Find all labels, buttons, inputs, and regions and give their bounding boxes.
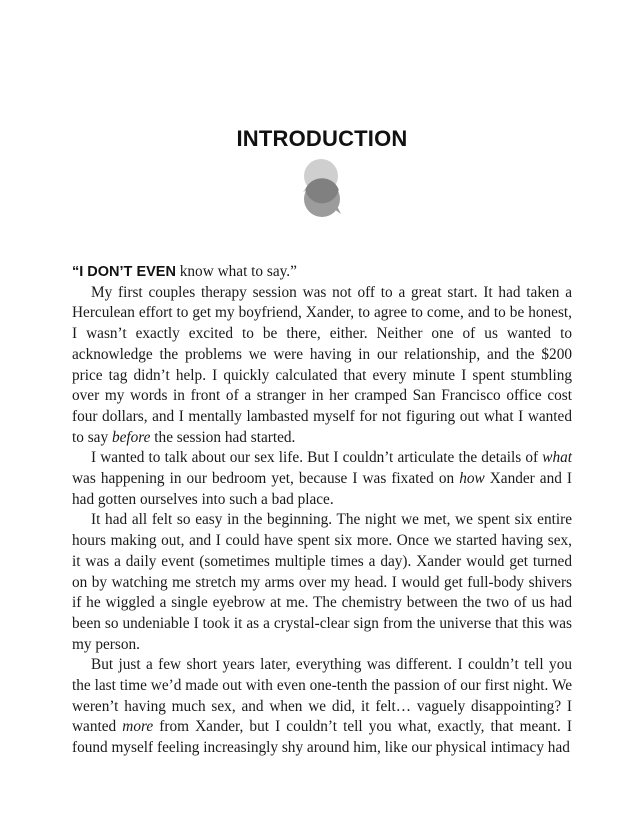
opening-paragraph bbox=[72, 262, 572, 283]
speech-bubbles-icon bbox=[298, 159, 346, 219]
emphasis: more bbox=[122, 718, 154, 736]
paragraph: But just a few short years later, everything was different. I couldn’t tell you the last time we’d made out with even one-tenth the passion of our first night. We weren’t having much sex, and when we did, it felt… vaguely disappointing? I wanted more from Xander, but I couldn’t tell you what, exactly, that meant. I found myself feeling increasingly shy around him, like our physical intimacy had bbox=[72, 656, 572, 757]
lead-in-text: “I DON’T EVEN bbox=[72, 264, 176, 280]
paragraph: My first couples therapy session was not off to a great start. It had taken a Herculean effort to get my boyfriend, Xander, to agree to come, and to be honest, I wasn’t exactly excited to be there, either. Neither one of us wanted to acknowledge the problems we were having in our relationship, and the $200 price tag didn’t help. I quickly calculated that every minute I spent stumbling over my words in front of a stranger in her cramped San Francisco office cost four dollars, and I mentally lambasted myself for not figuring out what I wanted to say before the session had started. bbox=[72, 283, 572, 446]
emphasis: what bbox=[542, 449, 572, 467]
chapter-body bbox=[72, 262, 572, 759]
paragraph: It had all felt so easy in the beginning. The night we met, we spent six entire hours making out, and I could have spent six more. Once we started having sex, it was a daily event (sometimes multiple times a day). Xander would get turned on by watching me stretch my arms over my head. I would get full-body shivers if he wiggled a single eyebrow at me. The chemistry between the two of us had been so undeniable I took it as a crystal-clear sign from the universe that this was my person. bbox=[72, 511, 572, 653]
paragraph: I wanted to talk about our sex life. But I couldn’t articulate the details of what was happening in our bedroom yet, because I was fixated on how Xander and I had gotten ourselves into such a bad place. bbox=[72, 449, 573, 508]
chapter-title: INTRODUCTION bbox=[236, 126, 408, 151]
emphasis: how bbox=[459, 470, 485, 488]
emphasis: before bbox=[111, 428, 151, 446]
paragraph-text: know what to say.” bbox=[175, 263, 297, 280]
